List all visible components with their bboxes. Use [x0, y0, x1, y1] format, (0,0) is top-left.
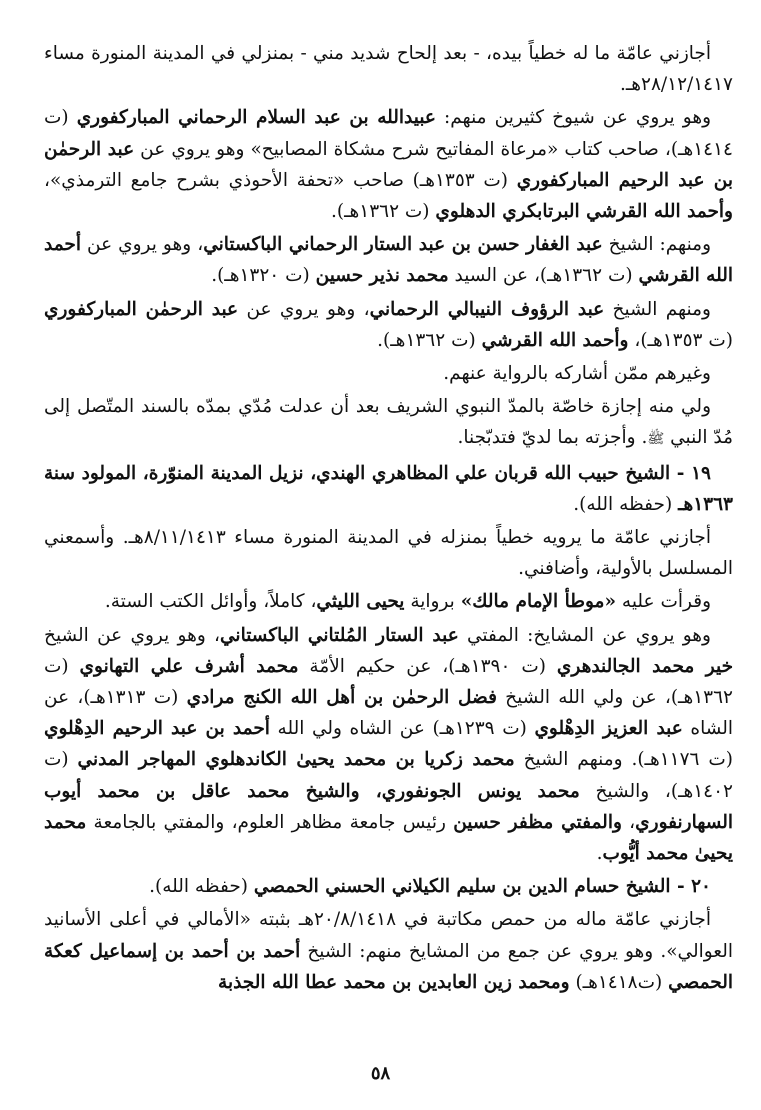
text-run: (ت ١٣٥٣هـ)، [628, 329, 733, 351]
text-run: (ت ١٣٦٢هـ). [377, 329, 482, 351]
text-run: ، [621, 811, 636, 833]
bold-name-text: أحمد بن عبد الرحيم الدِهْلوي [44, 718, 270, 740]
bold-name-text: وأحمد الله القرشي [481, 329, 629, 351]
text-run: (ت ١٣٦٢هـ)، عن السيد [448, 265, 639, 287]
text-run: وهو يروي عن شيوخ كثيرين منهم: [435, 107, 712, 129]
text-run: ، وهو يروي عن الشيخ [44, 624, 220, 646]
bold-name-text: عبيدالله بن عبد السلام الرحماني المباركفوري [76, 107, 436, 129]
bold-name-text: ١٩ - الشيخ حبيب الله قربان علي المظاهري الهندي، نزيل المدينة المنوّرة، المولود سنة ١٣٦٣هـ [44, 462, 733, 515]
bold-name-text: محمد نذير حسين [315, 265, 449, 287]
bold-name-text: محمد زكريا بن محمد يحيىٰ الكاندهلوي المهاجر المدني [77, 749, 515, 771]
text-run: (ت ١٤١٤هـ)، صاحب كتاب «مرعاة المفاتيح شرح مشكاة المصابيح» وهو يروي عن [44, 107, 733, 160]
bold-name-text: أحمد بن أحمد بن إسماعيل كعكة الحمصي [44, 940, 733, 993]
body-paragraph [44, 904, 733, 998]
text-run: . وأجزته بما لديّ فتدبّجنا. [457, 427, 648, 449]
text-run: أجازني عامّة ماله من حمص مكاتبة في ٢٠/٨/١٤١٨هـ بثبته «الأمالي في أعلى الأسانيد العوالي». وهو يروي عن جمع من المشايخ منهم: الشيخ [44, 909, 733, 962]
text-run: (حفظه الله). [149, 876, 254, 898]
bold-name-text: وأحمد الله القرشي البرتابكري الدهلوي [435, 201, 733, 223]
entry-heading-paragraph [44, 458, 733, 520]
text-run: (ت ١٣٦٢هـ). [330, 201, 436, 223]
text-run: وهو يروي عن المشايخ: المفتي [458, 624, 711, 646]
text-run: أجازني عامّة ما يرويه خطياً بمنزله في المدينة المنورة مساء ٨/١١/١٤١٣هـ. وأسمعني المسلسل بالأولية، وأضافني. [44, 527, 733, 580]
bold-name-text: عبد الرحمٰن بن عبد الرحيم المباركفوري [44, 138, 733, 191]
bold-name-text: فضل الرحمٰن بن أهل الله الكنج مرادي [186, 687, 497, 709]
bold-name-text: «موطأ الإمام مالك» [460, 591, 617, 613]
text-run: (ت ١١٧٦هـ). ومنهم الشيخ [514, 749, 733, 771]
paragraph-container [44, 38, 733, 998]
bold-name-text: عبد الرؤوف النيبالي الرحماني [369, 298, 605, 320]
bold-name-text: محمد أشرف علي التهانوي [79, 655, 299, 677]
text-run: ﷺ [647, 431, 665, 448]
body-paragraph [44, 229, 733, 291]
page-number: ٥٨ [370, 1063, 391, 1084]
text-run: (ت ١٣٦٢هـ)، عن ولي الله الشيخ [44, 655, 733, 709]
body-paragraph [44, 38, 733, 100]
body-paragraph [44, 391, 733, 455]
text-run: ، وهو يروي عن [80, 234, 204, 256]
bold-name-text: ومحمد زين العابدين بن محمد عطا الله الجذبة [218, 971, 570, 993]
text-run: (ت ١٣٩٠هـ)، عن حكيم الأمّة [298, 655, 557, 677]
text-run: وقرأت عليه [616, 591, 711, 613]
text-run: (ت ١٣١٣هـ)، عن الشاه [44, 687, 733, 740]
bold-name-text: يحيى الليثي [316, 591, 405, 613]
bold-name-text: عبد العزيز الدِهْلوي [534, 718, 683, 740]
body-paragraph [44, 522, 733, 584]
text-run: وغيرهم ممّن أشاركه بالرواية عنهم. [443, 363, 711, 385]
text-run: (ت١٤١٨هـ) [569, 971, 669, 993]
text-run: (ت ١٣٢٠هـ). [211, 265, 316, 287]
text-run: رئيس جامعة مظاهر العلوم، والمفتي بالجامعة [86, 811, 454, 833]
document-page [44, 38, 733, 1050]
text-run: (ت ١٤٠٢هـ)، والشيخ [44, 749, 733, 802]
bold-name-text: ٢٠ - الشيخ حسام الدين بن سليم الكيلاني الحسني الحمصي [253, 876, 711, 898]
text-run: ولي منه إجازة خاصّة بالمدّ النبوي الشريف بعد أن عدلت مُدّي بمدّه بالسند المتّصل إلى مُدّ النبي [44, 396, 733, 449]
body-paragraph [44, 358, 733, 389]
entry-heading-paragraph [44, 871, 733, 902]
body-paragraph [44, 294, 733, 356]
bold-name-text: أحمد الله القرشي [44, 234, 733, 287]
bold-name-text: والمفتي مظفر حسين [453, 811, 622, 833]
text-run: ومنهم: الشيخ [602, 234, 711, 256]
text-run: (ت ١٢٣٩هـ) عن الشاه ولي الله [269, 718, 535, 740]
text-run: برواية [404, 591, 461, 613]
bold-name-text: محمد يحيىٰ محمد أيُّوب [44, 811, 733, 865]
text-run: (ت ١٣٥٣هـ) صاحب «تحفة الأحوذي بشرح جامع الترمذي»، [44, 169, 517, 191]
body-paragraph [44, 102, 733, 227]
bold-name-text: عبد الرحمٰن المباركفوري [44, 298, 239, 320]
body-paragraph [44, 620, 733, 870]
bold-name-text: محمد يونس الجونفوري، والشيخ محمد عاقل بن محمد أيوب السهارنفوري [44, 780, 733, 833]
text-run: ومنهم الشيخ [604, 298, 711, 320]
text-run: (حفظه الله). [573, 493, 679, 515]
bold-name-text: خير محمد الجالندهري [556, 655, 733, 677]
text-run: . [596, 843, 603, 865]
text-run: أجازني عامّة ما له خطياً بيده، - بعد إلحاح شديد مني - بمنزلي في المدينة المنورة مساء ٢٨/١٢/١٤١٧هـ. [44, 43, 733, 96]
text-run: ، وهو يروي عن [238, 298, 370, 320]
bold-name-text: عبد الغفار حسن بن عبد الستار الرحماني الباكستاني [203, 234, 603, 256]
bold-name-text: عبد الستار المُلتاني الباكستاني [220, 624, 459, 646]
text-run: ، كاملاً، وأوائل الكتب الستة. [104, 591, 317, 613]
body-paragraph [44, 586, 733, 617]
